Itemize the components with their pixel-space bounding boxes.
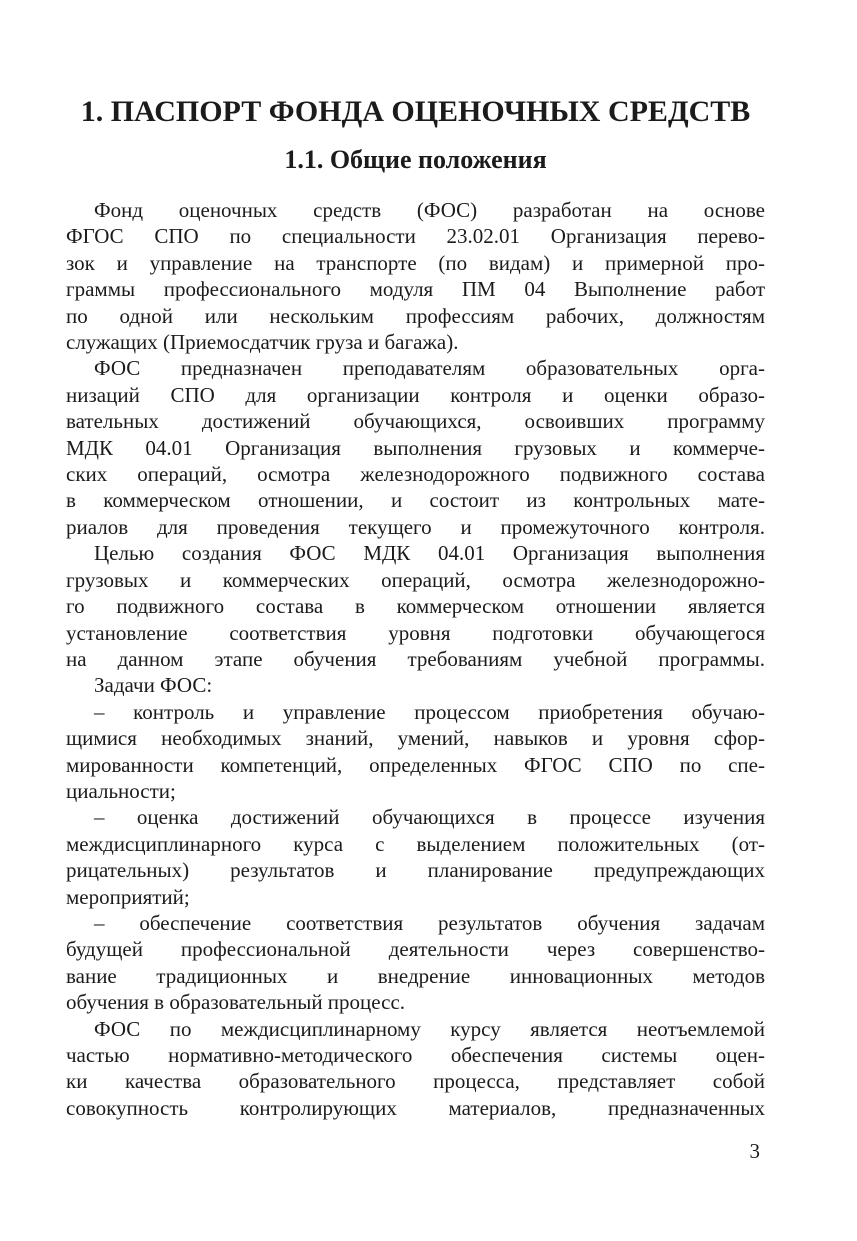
page-title: 1. ПАСПОРТ ФОНДА ОЦЕНОЧНЫХ СРЕДСТВ (80, 95, 751, 128)
text-line: установление соответствия уровня подготовки обучающегося (66, 620, 765, 645)
text-line: Задачи ФОС: (94, 673, 213, 698)
body-text (66, 197, 765, 1121)
text-line: частью нормативно-методического обеспечения системы оцен- (66, 1043, 765, 1067)
page-number: 3 (749, 1139, 760, 1163)
paragraph (66, 197, 765, 355)
text-line: будущей профессиональной деятельности через совершенство- (66, 937, 765, 962)
text-line: ки качества образовательного процесса, представляет собой (66, 1069, 765, 1094)
text-line: вание традиционных и внедрение инновационных методов (66, 963, 765, 988)
text-line: низаций СПО для организации контроля и оценки образо- (66, 382, 765, 407)
text-line: обучения в образовательный процесс. (66, 990, 406, 1015)
text-line: грузовых и коммерческих операций, осмотра железнодорожно- (66, 567, 765, 592)
text-line: циальности; (66, 778, 176, 803)
text-line: щимися необходимых знаний, умений, навыков и уровня сфор- (66, 726, 765, 751)
paragraph (66, 540, 765, 672)
text-line: ФОС по междисциплинарному курсу является неотъемлемой (94, 1016, 765, 1041)
text-column (66, 0, 765, 1121)
paragraph (66, 355, 765, 540)
section-subtitle: 1.1. Общие положения (284, 145, 547, 174)
text-line: – обеспечение соответствия результатов обучения задачам (94, 910, 765, 935)
text-line: – контроль и управление процессом приобретения обучаю- (94, 699, 765, 724)
paragraph (66, 804, 765, 910)
text-line: мированности компетенций, определенных ФГОС СПО по спе- (66, 752, 765, 777)
text-line: – оценка достижений обучающихся в процессе изучения (94, 805, 765, 830)
text-line: ских операций, осмотра железнодорожного подвижного состава (66, 462, 765, 487)
text-line: вательных достижений обучающихся, освоивших программу (66, 409, 765, 434)
text-line: риалов для проведения текущего и промежуточного контроля. (66, 514, 765, 539)
text-line: го подвижного состава в коммерческом отношении является (66, 594, 765, 619)
text-line: зок и управление на транспорте (по видам) и примерной про- (66, 250, 765, 275)
text-line: на данном этапе обучения требованиям учебной программы. (66, 646, 765, 671)
text-line: граммы профессионального модуля ПМ 04 Выполнение работ (66, 277, 765, 302)
text-line: по одной или нескольким профессиям рабочих, должностям (66, 303, 765, 328)
text-line: мероприятий; (66, 884, 190, 909)
text-line: МДК 04.01 Организация выполнения грузовых и коммерче- (66, 435, 765, 460)
paragraph (66, 672, 765, 698)
text-line: ФОС предназначен преподавателям образовательных орга- (94, 356, 765, 381)
text-line: рицательных) результатов и планирование предупреждающих (66, 858, 765, 883)
text-line: совокупность контролирующих материалов, предназначенных (66, 1095, 765, 1120)
paragraph (66, 1016, 765, 1122)
paragraph (66, 699, 765, 805)
text-line: служащих (Приемосдатчик груза и багажа). (66, 330, 459, 355)
text-line: междисциплинарного курса с выделением положительных (от- (66, 831, 765, 856)
text-line: Фонд оценочных средств (ФОС) разработан на основе (94, 198, 765, 222)
paragraph (66, 910, 765, 1016)
text-line: ФГОС СПО по специальности 23.02.01 Организация перево- (66, 224, 765, 249)
text-line: Целью создания ФОС МДК 04.01 Организация выполнения (94, 541, 765, 566)
text-line: в коммерческом отношении, и состоит из контрольных мате- (66, 488, 765, 513)
